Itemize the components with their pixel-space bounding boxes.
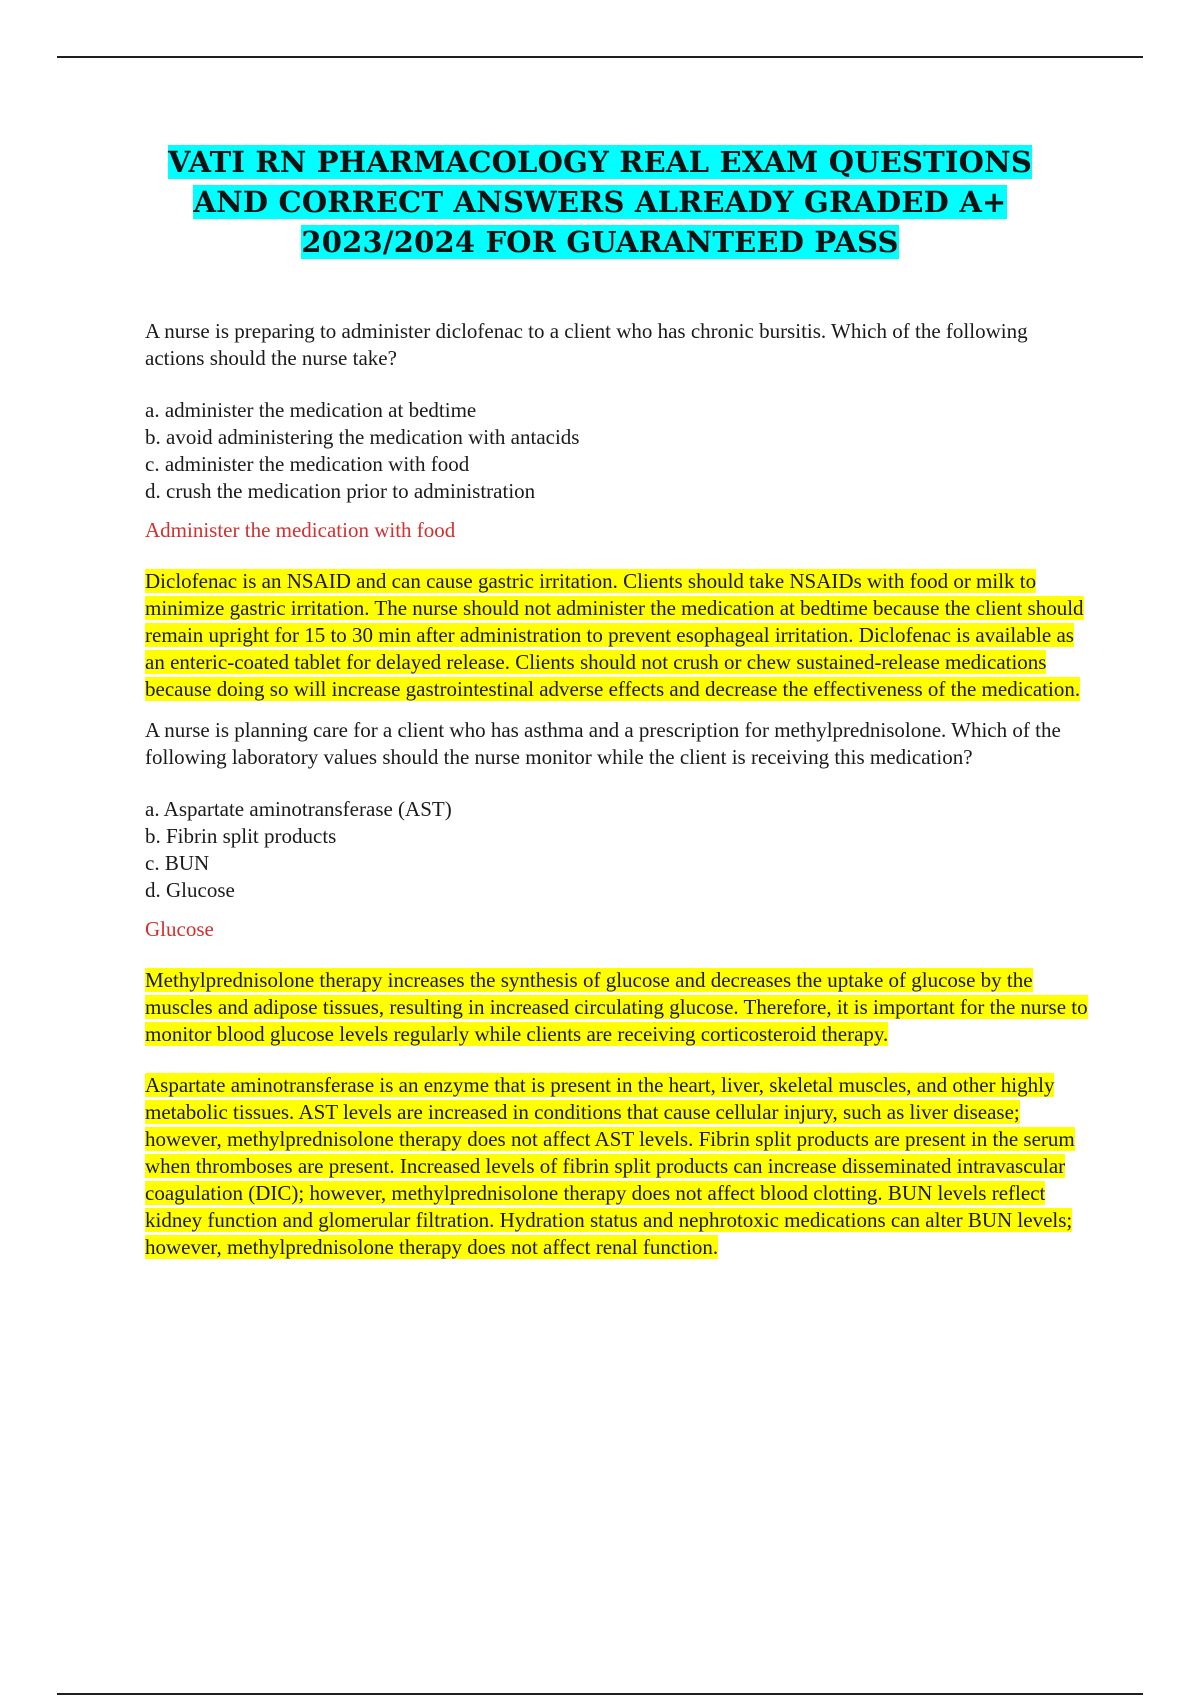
document-title	[100, 142, 1100, 262]
question-stem: A nurse is planning care for a client who has asthma and a prescription for methylprednisolone. Which of the following laboratory values should the nurse monitor while the client is receiving this medication?	[145, 718, 1061, 769]
option-b: b. Fibrin split products	[145, 824, 337, 848]
explanation-paragraph	[145, 967, 1090, 1048]
explanation-paragraph	[145, 568, 1090, 703]
correct-answer: Administer the medication with food	[145, 518, 456, 542]
explanation-text: Aspartate aminotransferase is an enzyme that is present in the heart, liver, skeletal muscles, and other highly metabolic tissues. AST levels are increased in conditions that cause cellular injury, such as liver disease; however, methylprednisolone therapy does not affect AST levels. Fibrin split products are present in the serum when thromboses are present. Increased levels of fibrin split products can increase disseminated intravascular coagulation (DIC); however, methylprednisolone therapy does not affect blood clotting. BUN levels reflect kidney function and glomerular filtration. Hydration status and nephrotoxic medications can alter BUN levels; however, methylprednisolone therapy does not affect renal function.	[145, 1073, 1075, 1259]
question-block-2	[145, 717, 1090, 1261]
question-stem: A nurse is preparing to administer diclofenac to a client who has chronic bursitis. Which of the following actions should the nurse take?	[145, 319, 1028, 370]
bottom-rule	[57, 1693, 1143, 1695]
option-c: c. administer the medication with food	[145, 452, 470, 476]
option-d: d. crush the medication prior to administration	[145, 479, 536, 503]
answer-options	[145, 796, 1090, 904]
title-line-2: AND CORRECT ANSWERS ALREADY GRADED A+	[193, 185, 1007, 219]
answer-options	[145, 397, 1090, 505]
document-body	[145, 318, 1090, 1261]
explanation-text: Diclofenac is an NSAID and can cause gastric irritation. Clients should take NSAIDs with food or milk to minimize gastric irritation. The nurse should not administer the medication at bedtime because the client should remain upright for 15 to 30 min after administration to prevent esophageal irritation. Diclofenac is available as an enteric-coated tablet for delayed release. Clients should not crush or chew sustained-release medications because doing so will increase gastrointestinal adverse effects and decrease the effectiveness of the medication.	[145, 569, 1084, 701]
correct-answer: Glucose	[145, 917, 214, 941]
explanation-paragraph	[145, 1072, 1090, 1261]
title-line-1: VATI RN PHARMACOLOGY REAL EXAM QUESTIONS	[168, 145, 1032, 179]
top-rule	[57, 56, 1143, 58]
option-a: a. administer the medication at bedtime	[145, 398, 477, 422]
option-b: b. avoid administering the medication with antacids	[145, 425, 580, 449]
option-c: c. BUN	[145, 851, 210, 875]
option-a: a. Aspartate aminotransferase (AST)	[145, 797, 452, 821]
option-d: d. Glucose	[145, 878, 235, 902]
explanation-text: Methylprednisolone therapy increases the synthesis of glucose and decreases the uptake of glucose by the muscles and adipose tissues, resulting in increased circulating glucose. Therefore, it is important for the nurse to monitor blood glucose levels regularly while clients are receiving corticosteroid therapy.	[145, 968, 1088, 1046]
question-block-1	[145, 318, 1090, 703]
title-line-3: 2023/2024 FOR GUARANTEED PASS	[301, 225, 899, 259]
